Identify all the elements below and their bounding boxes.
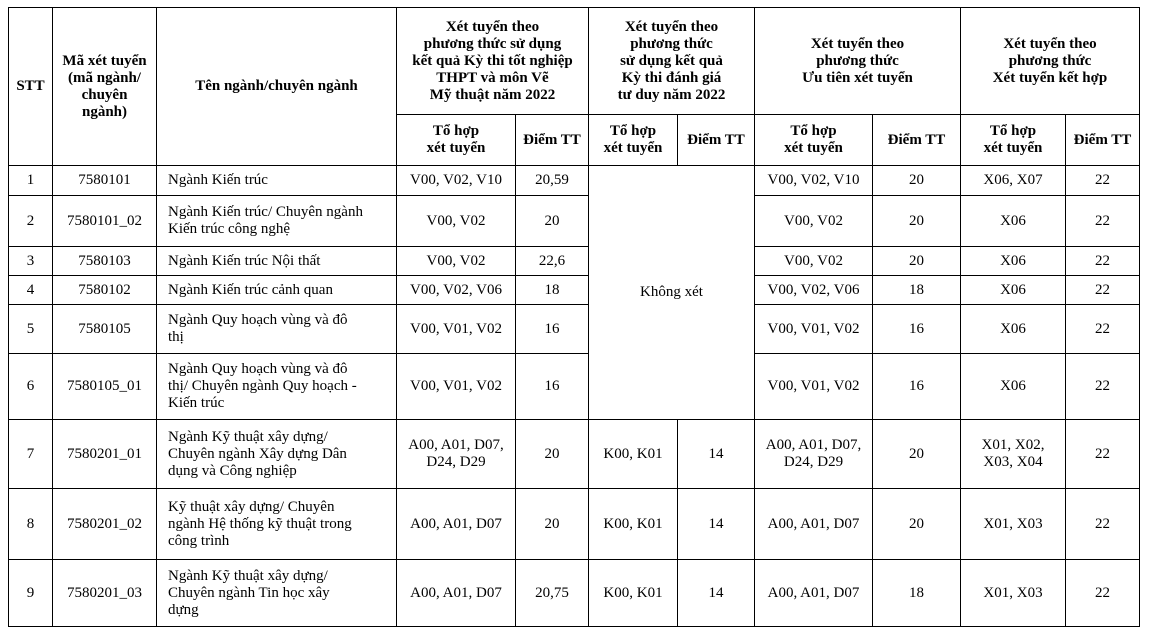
group-header-line: kết quả Kỳ thi tốt nghiệp [412,52,573,69]
score-cell: 22 [1066,196,1140,247]
combo-cell-line: D24, D29 [426,454,486,470]
table-row [9,489,1140,560]
combo-cell-line: V00, V01, V02 [410,320,502,337]
combo-cell-line: D24, D29 [783,454,844,470]
combo-cell [397,196,516,247]
code-cell: 7580101 [53,166,157,196]
code-header-line: Mã xét tuyển [62,52,147,69]
name-cell-line: Ngành Kiến trúc cảnh quan [168,281,333,298]
score-cell: 20 [516,489,589,560]
name-cell-line: Ngành Kiến trúc Nội thất [168,252,321,269]
combo-cell-line: A00, A01, D07, [408,437,504,453]
combo-cell [589,489,678,560]
combo-cell-line: V00, V02, V06 [410,281,502,298]
name-cell [157,166,397,196]
name-cell-line: dựng [168,601,199,618]
score-cell: 20,59 [516,166,589,196]
combo-cell-line: X06 [1000,252,1026,269]
table-row [9,354,1140,420]
table-row [9,276,1140,305]
group-header-line: Xét tuyển kết hợp [992,69,1108,86]
combo-cell-line: V00, V02, V10 [410,172,502,188]
combo-header-line: Tổ hợp [790,123,837,139]
group-header-line: Xét tuyển theo [624,18,719,35]
combo-cell-line: V00, V02, V06 [767,281,860,298]
name-cell [157,420,397,489]
stt-header: STT [9,8,53,166]
stt-cell: 3 [9,247,53,276]
combo-cell [755,305,873,354]
combo-cell-line: V00, V02, V10 [767,172,860,188]
combo-cell-line: V00, V02 [784,212,843,229]
combo-cell [397,354,516,420]
table-row [9,196,1140,247]
name-cell-line: Ngành Kiến trúc/ Chuyên ngành [168,204,363,220]
table-row [9,305,1140,354]
combo-header-line: Tổ hợp [432,123,480,139]
name-cell [157,247,397,276]
stt-cell: 9 [9,560,53,627]
score-cell: 22 [1066,489,1140,560]
combo-cell [397,489,516,560]
combo-cell [755,276,873,305]
combo-cell [397,166,516,196]
score-cell: 16 [873,305,961,354]
score-cell: 20 [873,196,961,247]
name-cell-line: Ngành Kỹ thuật xây dựng/ [168,567,328,584]
combo-cell [755,166,873,196]
combo-header [961,115,1066,166]
score-cell: 20 [516,196,589,247]
combo-cell-line: A00, A01, D07 [410,584,502,601]
group-header-line: Ưu tiên xét tuyển [802,69,913,86]
score-cell: 18 [873,560,961,627]
code-cell: 7580201_02 [53,489,157,560]
group-header-line: THPT và môn Vẽ [436,69,549,86]
combo-cell-line: X01, X03 [983,515,1043,532]
combo-cell-line: X01, X02, [981,437,1045,453]
score-cell: 22 [1066,420,1140,489]
combo-cell-line: A00, A01, D07 [767,584,860,601]
name-cell-line: thị [168,329,184,345]
code-cell: 7580103 [53,247,157,276]
combo-cell [961,354,1066,420]
score-cell: 16 [873,354,961,420]
combo-cell [961,420,1066,489]
group-header-line: Kỳ thi đánh giá [621,69,722,86]
stt-cell: 1 [9,166,53,196]
score-cell: 22 [1066,247,1140,276]
combo-cell [755,420,873,489]
group-header-line: Xét tuyển theo [1003,35,1097,52]
combo-cell [961,166,1066,196]
name-cell-line: Ngành Quy hoạch vùng và đô [168,312,348,328]
score-cell: 22 [1066,560,1140,627]
code-cell: 7580105_01 [53,354,157,420]
combo-cell-line: V00, V01, V02 [410,378,502,394]
table-header [9,8,1140,166]
score-header: Điểm TT [516,115,589,166]
combo-cell-line: X06 [1000,320,1026,337]
combo-header-line: xét tuyển [983,140,1043,156]
score-cell: 22 [1066,305,1140,354]
not-considered-cell: Không xét [589,166,755,420]
code-header-line: chuyên [81,86,128,103]
score-cell: 14 [678,489,755,560]
score-cell: 18 [873,276,961,305]
group-header-line: phương thức [630,35,713,52]
table-row [9,560,1140,627]
score-cell: 14 [678,560,755,627]
table-body [9,166,1140,627]
name-cell-line: Kỹ thuật xây dựng/ Chuyên [168,498,335,515]
combo-cell [755,489,873,560]
method-group-header [755,8,961,115]
code-header-line: ngành) [81,103,128,120]
name-cell-line: công trình [168,532,230,549]
combo-cell-line: A00, A01, D07, [765,437,862,453]
combo-cell [961,196,1066,247]
stt-cell: 5 [9,305,53,354]
combo-cell-line: K00, K01 [603,584,663,601]
combo-cell [397,420,516,489]
code-cell: 7580102 [53,276,157,305]
name-cell-line: thị/ Chuyên ngành Quy hoạch - [168,378,357,394]
group-header-line: Xét tuyển theo [445,18,540,35]
combo-cell-line: V00, V01, V02 [767,320,860,337]
combo-cell [961,489,1066,560]
code-cell: 7580201_03 [53,560,157,627]
combo-header-line: Tổ hợp [609,123,657,139]
name-cell [157,560,397,627]
combo-cell-line: X06 [1000,378,1026,394]
method-group-header [397,8,589,115]
combo-cell [961,276,1066,305]
stt-cell: 8 [9,489,53,560]
score-cell: 22,6 [516,247,589,276]
combo-cell [397,276,516,305]
score-cell: 20 [873,489,961,560]
name-cell [157,305,397,354]
group-header-line: Xét tuyển theo [810,35,905,52]
name-cell-line: ngành Hệ thống kỹ thuật trong [168,515,352,532]
table-row [9,166,1140,196]
stt-cell: 7 [9,420,53,489]
score-cell: 16 [516,305,589,354]
score-cell: 20 [873,166,961,196]
method-group-header [589,8,755,115]
score-cell: 22 [1066,354,1140,420]
group-header-line: tư duy năm 2022 [617,86,726,103]
combo-header-line: xét tuyển [603,140,663,156]
name-cell [157,354,397,420]
combo-cell-line: V00, V02 [426,212,486,229]
score-header: Điểm TT [1066,115,1140,166]
score-cell: 18 [516,276,589,305]
name-cell-line: Kiến trúc [168,395,225,411]
combo-header [589,115,678,166]
score-cell: 22 [1066,166,1140,196]
combo-cell-line: X06, X07 [983,172,1043,188]
group-header-line: phương thức [816,52,899,69]
code-cell: 7580105 [53,305,157,354]
group-header-line: phương thức sử dụng [423,35,562,52]
combo-header [397,115,516,166]
combo-cell [755,196,873,247]
score-header: Điểm TT [678,115,755,166]
name-cell-line: Ngành Kiến trúc [168,172,268,188]
score-cell: 20 [873,420,961,489]
score-cell: 22 [1066,276,1140,305]
name-cell-line: dụng và Công nghiệp [168,462,297,479]
combo-header [755,115,873,166]
combo-cell [755,247,873,276]
combo-cell-line: X03, X04 [983,454,1043,470]
admission-table-wrapper [8,7,1140,627]
combo-cell [755,560,873,627]
combo-cell [961,560,1066,627]
score-header: Điểm TT [873,115,961,166]
combo-cell-line: X06 [1000,281,1026,298]
name-cell [157,196,397,247]
combo-cell-line: K00, K01 [603,515,663,532]
combo-cell-line: V00, V02 [426,252,486,269]
name-cell-line: Kiến trúc công nghệ [168,221,291,237]
combo-cell-line: X01, X03 [983,584,1043,601]
name-cell-line: Ngành Kỹ thuật xây dựng/ [168,428,328,445]
combo-cell-line: K00, K01 [603,445,663,462]
combo-cell-line: V00, V01, V02 [767,378,860,394]
code-cell: 7580201_01 [53,420,157,489]
combo-cell [397,560,516,627]
combo-cell-line: X06 [1000,212,1026,229]
stt-cell: 4 [9,276,53,305]
combo-header-line: xét tuyển [784,140,843,156]
table-row [9,420,1140,489]
name-cell-line: Ngành Quy hoạch vùng và đô [168,361,348,377]
group-header-line: sử dụng kết quả [620,52,723,69]
score-cell: 20 [873,247,961,276]
code-cell: 7580101_02 [53,196,157,247]
method-group-header [961,8,1140,115]
name-cell [157,489,397,560]
combo-cell [961,247,1066,276]
code-header-line: (mã ngành/ [68,69,141,86]
name-cell-line: Chuyên ngành Xây dựng Dân [168,445,347,462]
group-header-line: phương thức [1008,52,1092,69]
combo-cell [397,247,516,276]
name-cell [157,276,397,305]
name-cell-line: Chuyên ngành Tin học xây [168,584,330,601]
combo-header-line: xét tuyển [426,140,486,156]
combo-header-line: Tổ hợp [989,123,1037,139]
code-header [53,8,157,166]
score-cell: 20 [516,420,589,489]
combo-cell [961,305,1066,354]
combo-cell [589,420,678,489]
score-cell: 16 [516,354,589,420]
group-header-line: Mỹ thuật năm 2022 [429,86,556,103]
score-cell: 14 [678,420,755,489]
name-header: Tên ngành/chuyên ngành [157,8,397,166]
table-row [9,247,1140,276]
combo-cell [755,354,873,420]
stt-cell: 6 [9,354,53,420]
admission-score-table [8,7,1140,627]
combo-cell [589,560,678,627]
combo-cell-line: A00, A01, D07 [410,515,502,532]
combo-cell-line: V00, V02 [784,252,843,269]
combo-cell-line: A00, A01, D07 [767,515,860,532]
score-cell: 20,75 [516,560,589,627]
stt-cell: 2 [9,196,53,247]
combo-cell [397,305,516,354]
